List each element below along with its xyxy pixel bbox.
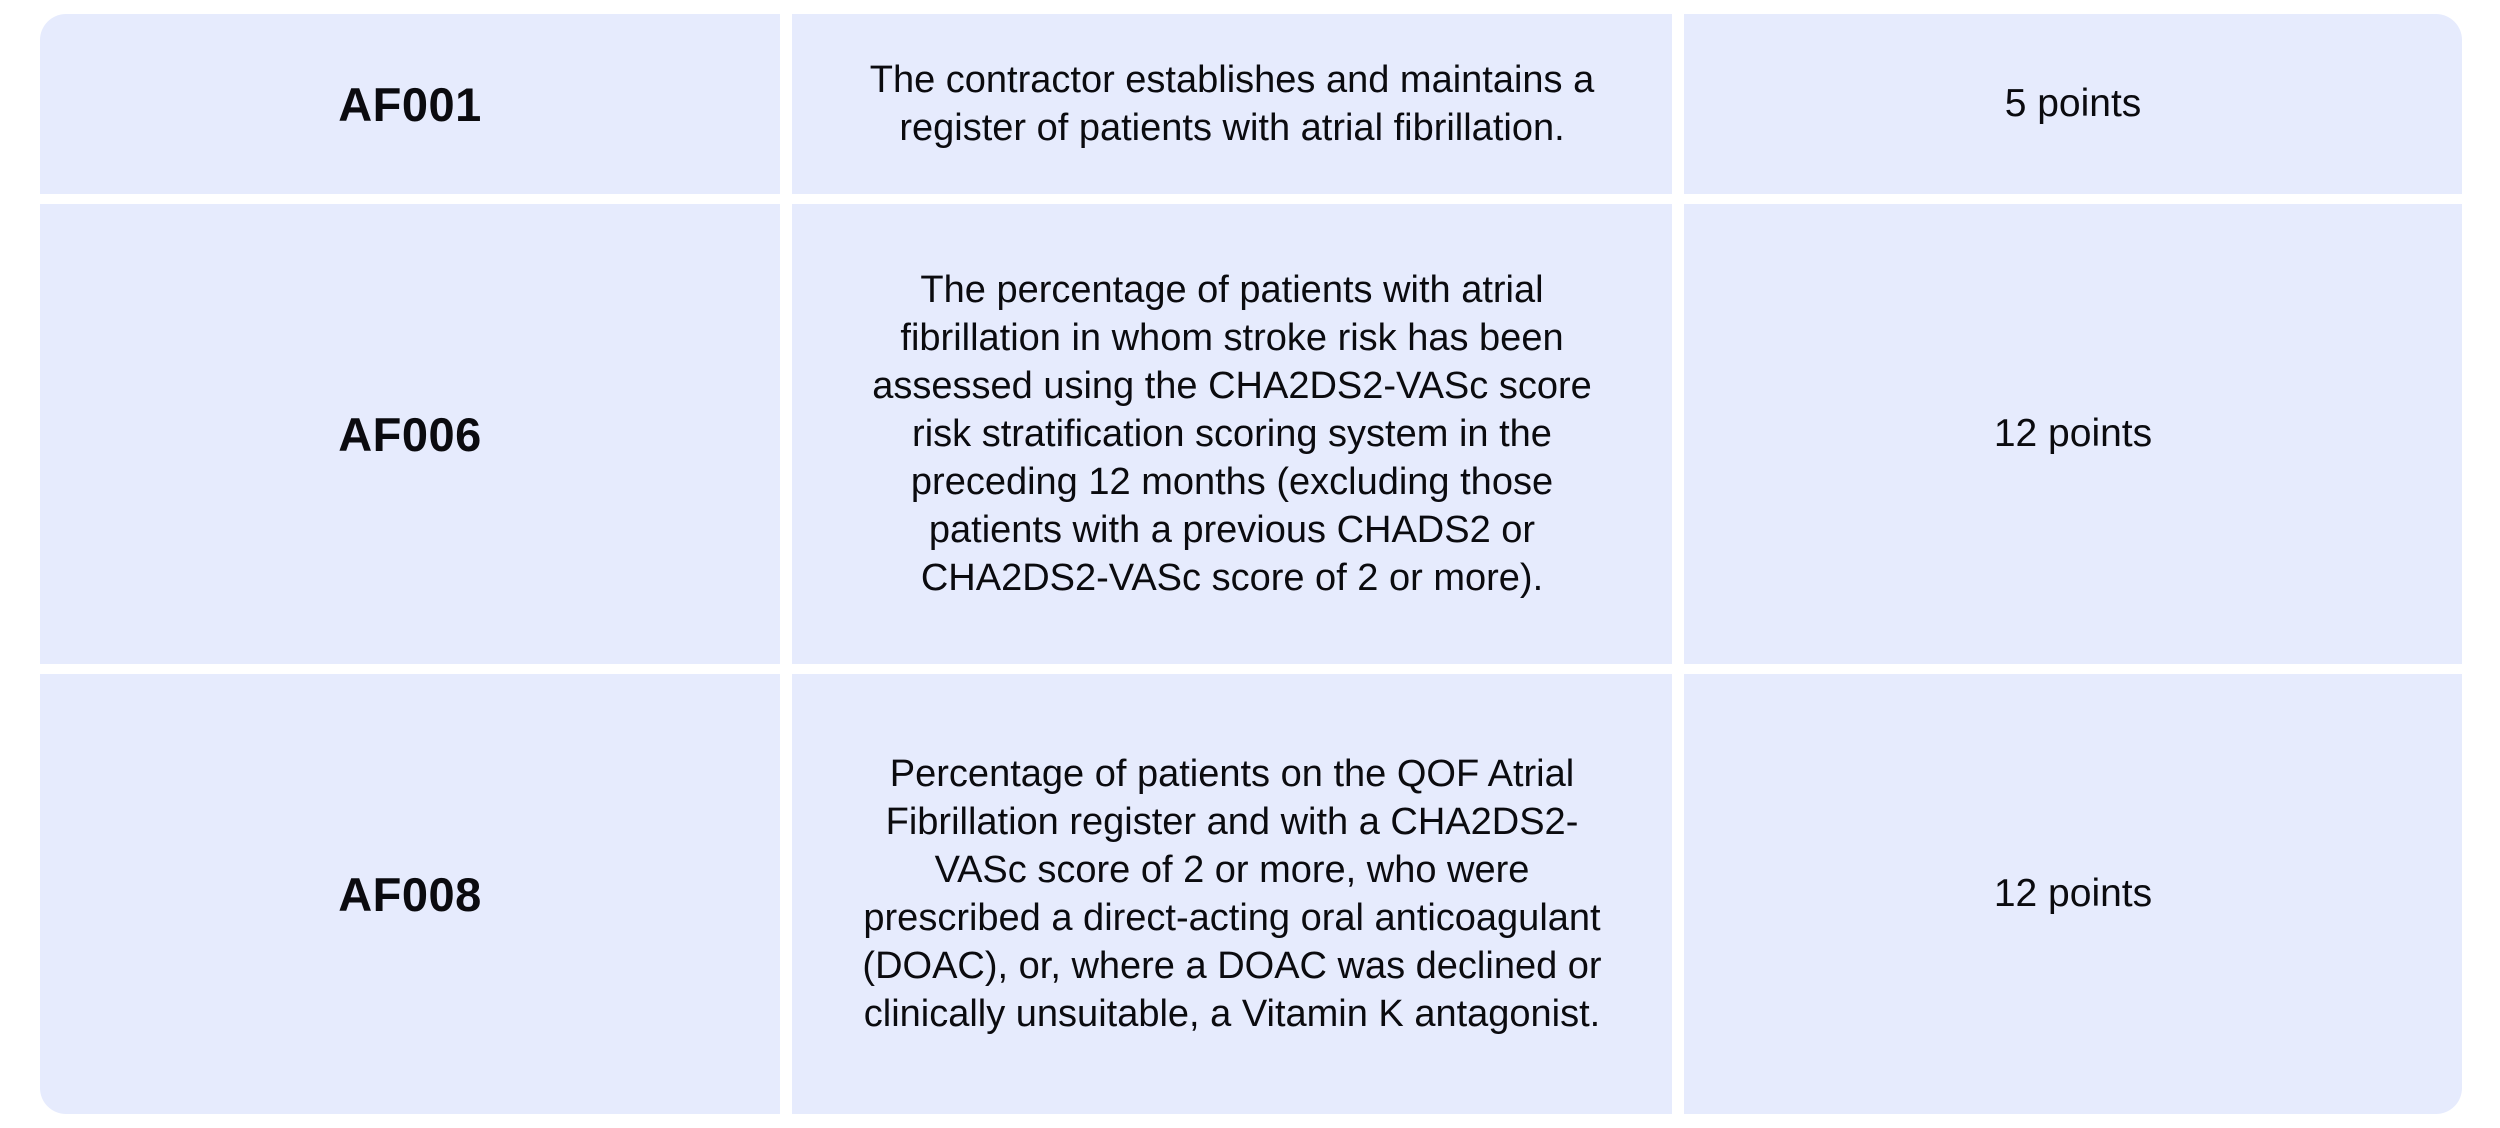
indicator-points: 12 points xyxy=(1993,412,2153,455)
indicator-table xyxy=(40,14,2462,1114)
indicator-code-cell xyxy=(40,204,780,664)
indicator-description-cell xyxy=(792,204,1672,664)
indicator-description: The contractor establishes and maintains a register of patients with atrial fibrillation. xyxy=(869,59,1595,149)
indicator-description: The percentage of patients with atrial fibrillation in whom stroke risk has been assessed using the CHA2DS2-VASc score risk stratification scoring system in the preceding 12 months (excluding those patients with a previous CHADS2 or CHA2DS2-VASc score of 2 or more). xyxy=(872,269,1592,599)
indicator-points-cell xyxy=(1684,14,2462,194)
indicator-points: 12 points xyxy=(1993,872,2153,915)
indicator-points-cell xyxy=(1684,674,2462,1114)
indicator-code-cell xyxy=(40,674,780,1114)
indicator-code: AF006 xyxy=(338,407,482,461)
indicator-code-cell xyxy=(40,14,780,194)
indicator-code: AF008 xyxy=(338,867,482,921)
indicator-points-cell xyxy=(1684,204,2462,664)
indicator-description: Percentage of patients on the QOF Atrial Fibrillation register and with a CHA2DS2-VASc score of 2 or more, who were prescribed a direct-acting oral anticoagulant (DOAC), or, where a DOAC was declined or clinically unsuitable, a Vitamin K antagonist. xyxy=(862,753,1602,1035)
indicator-description-cell xyxy=(792,674,1672,1114)
indicator-code: AF001 xyxy=(338,77,482,131)
indicator-points: 5 points xyxy=(2004,82,2142,125)
indicator-description-cell xyxy=(792,14,1672,194)
